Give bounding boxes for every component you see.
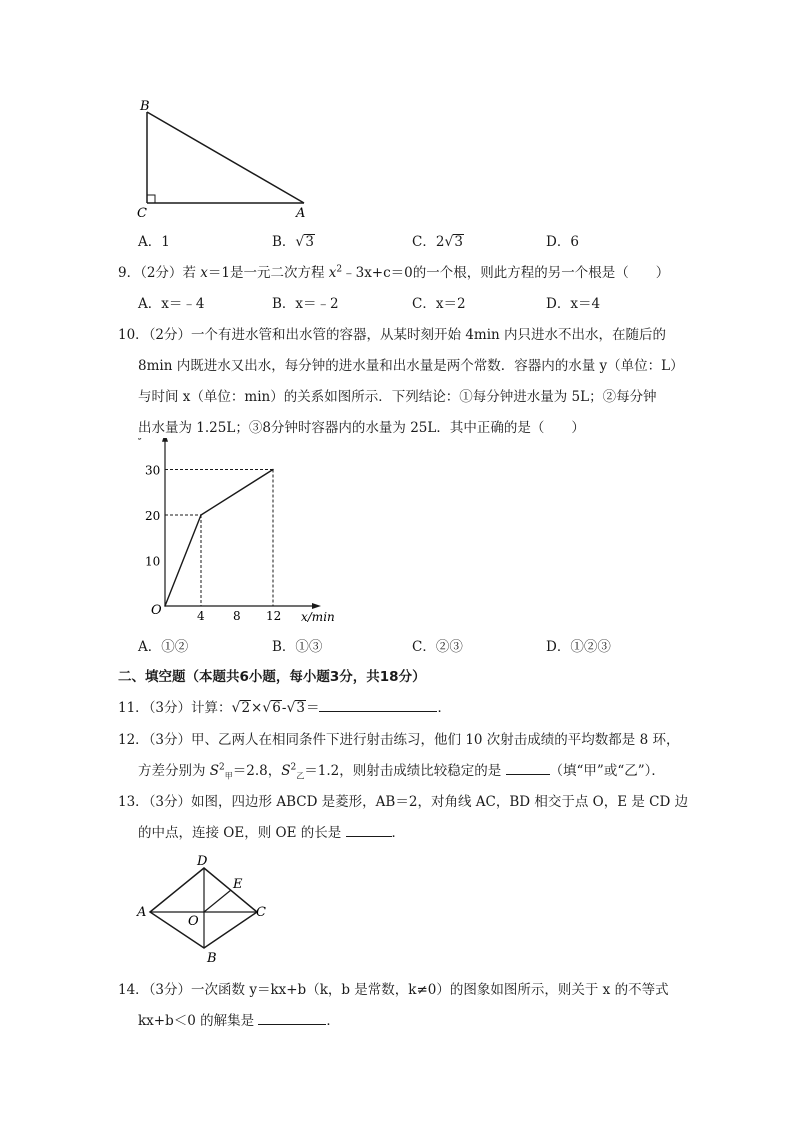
q8-option-d[interactable]: D．6: [546, 234, 579, 250]
label-c: C: [256, 905, 266, 920]
q10-option-c[interactable]: C．②③: [412, 639, 463, 655]
q10-option-d[interactable]: D．①②③: [546, 639, 611, 655]
q12-stem-line2: 方差分别为 $S^2_甲=2.8$，$S^2_乙=1.2$，则射击成绩比较稳定的是 （填“甲”或“乙”）．: [138, 762, 665, 781]
data-point-4: [200, 514, 202, 516]
x-tick-label-8: 8: [233, 609, 241, 623]
label-c: C: [137, 206, 147, 221]
label-e: E: [233, 877, 243, 892]
label-d: D: [197, 854, 208, 869]
q11-stem: 11．（3分）计算：√2×√6-√3＝ ．: [118, 700, 451, 716]
triangle-side-ab: [147, 112, 304, 203]
q13-answer-blank[interactable]: [346, 835, 392, 837]
q10-option-b[interactable]: B．①③: [272, 639, 323, 655]
q10-stem-line1: 10．（2分）一个有进水管和出水管的容器，从某时刻开始 4min 内只进水不出水，在随后的: [118, 327, 667, 343]
q8-option-a[interactable]: A．1: [138, 234, 170, 250]
x-tick-label-12: 12: [266, 609, 282, 623]
label-o: O: [188, 914, 199, 929]
q12-answer-blank[interactable]: [506, 773, 550, 775]
segment-oe: [204, 890, 231, 912]
label-b: B: [207, 951, 217, 965]
q9-option-b[interactable]: B．x＝﹣2: [272, 296, 339, 312]
q9-stem: 9．（2分）若 x＝1是一元二次方程 $x^2﹣3x+c=0$的一个根，则此方程的另一个根是（ ）: [118, 264, 670, 281]
data-point-12: [272, 469, 274, 471]
q13-stem-line2: 的中点，连接 OE，则 OE 的长是 ．: [138, 825, 406, 841]
y-tick-label-10: 10: [145, 554, 161, 569]
q8-triangle-figure: [130, 95, 320, 225]
x-tick-label-4: 4: [197, 609, 205, 623]
series-line-y: [165, 470, 273, 607]
q10-stem-line2: 8min 内既进水又出水，每分钟的进水量和出水量是两个常数．容器内的水量 y（单位：L）: [138, 358, 684, 374]
section-2-heading: 二、填空题（本题共6小题，每小题3分，共18分）: [118, 669, 426, 685]
right-angle-mark: [147, 195, 155, 203]
y-axis-arrow: [162, 438, 168, 442]
label-a: A: [137, 905, 147, 920]
y-tick-label-20: 20: [145, 509, 161, 523]
q8-option-b[interactable]: B．√3: [272, 234, 314, 250]
q9-option-d[interactable]: D．x＝4: [546, 296, 601, 312]
label-a: A: [296, 206, 306, 221]
label-b: B: [140, 99, 150, 114]
q13-rhombus-figure: [132, 850, 277, 965]
y-axis-label: [137, 438, 157, 440]
q10-option-a[interactable]: A．①②: [138, 639, 189, 655]
q9-option-a[interactable]: A．x＝﹣4: [138, 296, 205, 312]
q10-stem-line4: 出水量为 1.25L；③8分钟时容器内的水量为 25L．其中正确的是（ ）: [138, 420, 585, 436]
x-axis-label: x/min: [301, 610, 335, 624]
y-tick-label-30: 30: [145, 463, 161, 478]
q14-answer-blank[interactable]: [258, 1023, 326, 1025]
q12-stem-line1: 12．（3分）甲、乙两人在相同条件下进行射击练习，他们 10 次射击成绩的平均数都是 8 环，: [118, 732, 680, 748]
q10-chart: [128, 438, 348, 628]
q13-stem-line1: 13．（3分）如图，四边形 ABCD 是菱形，AB＝2，对角线 AC，BD 相交于点 O，E 是 CD 边: [118, 794, 689, 810]
q14-stem-line2: kx+b＜0 的解集是 ．: [138, 1013, 340, 1029]
q11-answer-blank[interactable]: [319, 710, 437, 712]
data-point-0: [164, 605, 166, 607]
origin-label: O: [151, 603, 162, 618]
x-axis-arrow: [312, 603, 321, 609]
q14-stem-line1: 14．（3分）一次函数 y＝kx+b（k，b 是常数，k≠0）的图象如图所示，则关于 x 的不等式: [118, 982, 669, 998]
q10-stem-line3: 与时间 x（单位：min）的关系如图所示．下列结论：①每分钟进水量为 5L；②每分钟: [138, 389, 657, 405]
q8-option-c[interactable]: C．2√3: [412, 234, 463, 250]
q9-option-c[interactable]: C．x＝2: [412, 296, 466, 312]
